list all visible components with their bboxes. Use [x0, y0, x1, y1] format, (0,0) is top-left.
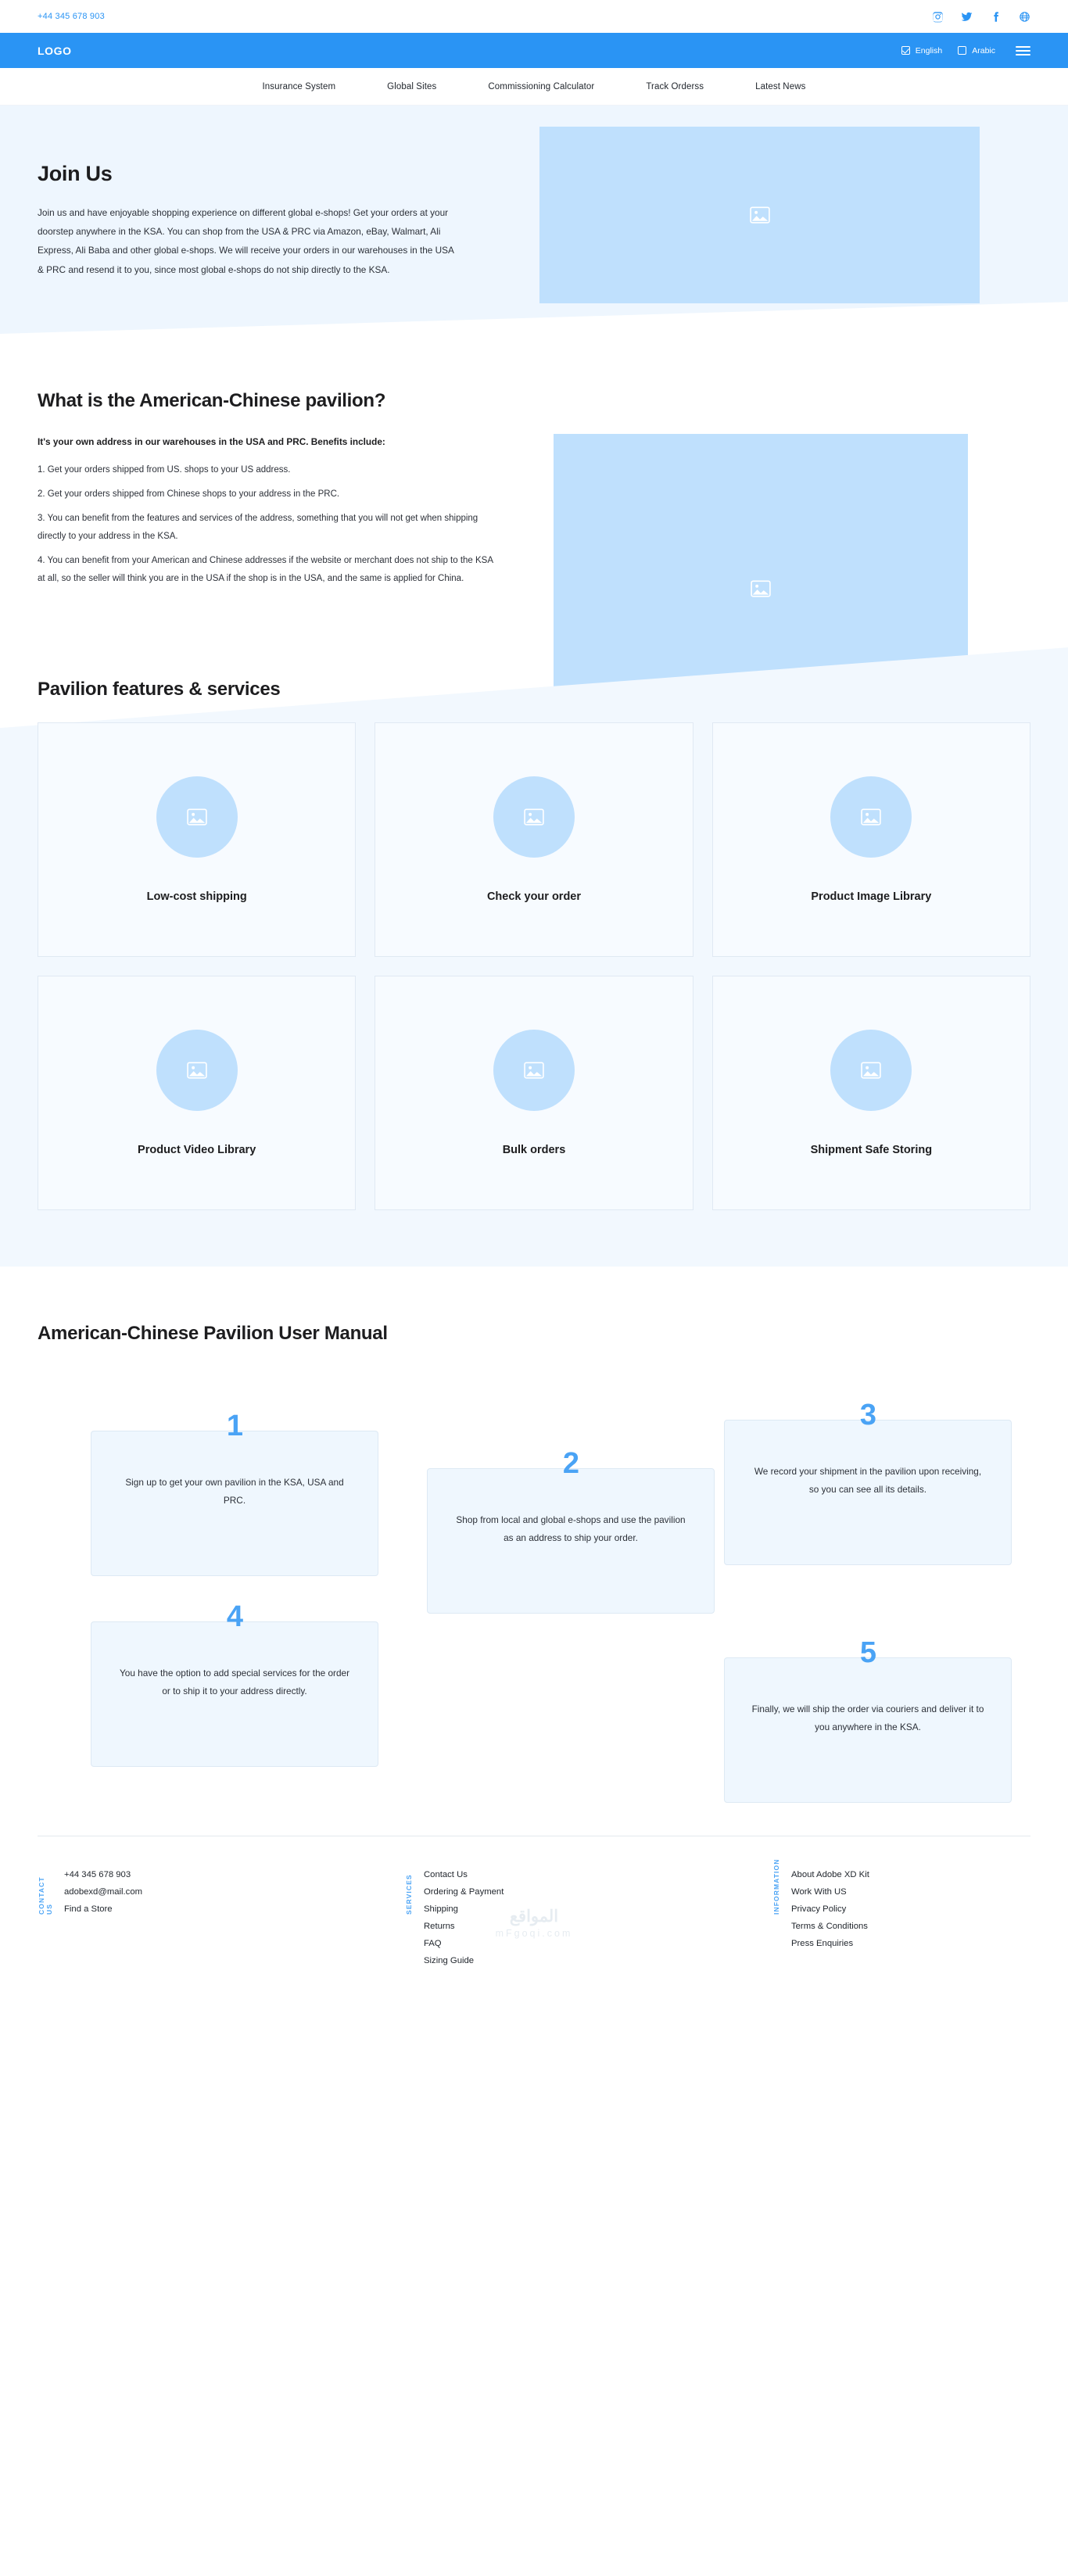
navbar-right [901, 46, 1030, 56]
primary-navbar [0, 33, 1068, 68]
feature-card-low-cost-shipping[interactable] [38, 722, 356, 957]
hero-paragraph: Join us and have enjoyable shopping experience on different global e-shops! Get your orders at your doorstep anywhere in the KSA. You can shop from the USA & PRC via Amazon, eBay, Walmart, Ali Express, Ali Baba and other global e-shops. We will receive your orders in our warehouses in the USA & PRC and resend it to you, since most global e-shops do not ship directly to the KSA. [38, 207, 454, 275]
step-number: 2 [562, 1447, 579, 1481]
manual-steps [38, 1382, 1030, 1733]
twitter-icon[interactable] [961, 11, 973, 23]
feature-label: Product Video Library [138, 1144, 256, 1157]
footer-link-shipping[interactable]: Shipping [424, 1904, 458, 1915]
image-placeholder-icon [751, 580, 771, 597]
secondary-menu [0, 68, 1068, 106]
menu-item-latest-news[interactable]: Latest News [755, 81, 806, 91]
feature-card-bulk-orders[interactable] [375, 976, 693, 1210]
manual-step-5 [724, 1636, 1012, 1803]
footer-link-contact-us[interactable]: Contact Us [424, 1870, 468, 1880]
language-option-english[interactable] [901, 46, 942, 56]
checkbox-arabic[interactable] [958, 46, 966, 55]
feature-icon-circle [156, 1030, 238, 1111]
manual-step-4 [91, 1600, 378, 1767]
language-option-arabic[interactable] [958, 46, 995, 56]
hero-section [0, 106, 1068, 334]
manual-step-3 [724, 1399, 1012, 1565]
menu-item-commissioning-calculator[interactable]: Commissioning Calculator [488, 81, 595, 91]
user-manual-section [0, 1267, 1068, 1742]
step-text: Finally, we will ship the order via couriers and deliver it to you anywhere in the KSA. [751, 1704, 984, 1733]
pavilion-section [0, 334, 1068, 594]
step-number: 5 [859, 1636, 876, 1670]
language-selector [901, 46, 995, 56]
feature-label: Bulk orders [502, 1144, 566, 1157]
footer-links-information [791, 1866, 869, 1969]
step-text: You have the option to add special services for the order or to ship it to your address directly. [119, 1668, 350, 1697]
social-links [932, 11, 1030, 23]
hamburger-menu-icon[interactable] [1016, 46, 1030, 56]
footer-column-information [772, 1858, 869, 1969]
footer-link-about-adobe-xd-kit[interactable]: About Adobe XD Kit [791, 1870, 869, 1880]
image-placeholder-icon [861, 808, 881, 826]
menu-item-insurance-system[interactable]: Insurance System [262, 81, 336, 91]
footer-column-services [405, 1866, 772, 1969]
footer-link-sizing-guide[interactable]: Sizing Guide [424, 1956, 475, 1966]
image-placeholder-icon [524, 1062, 544, 1079]
feature-card-product-video-library[interactable] [38, 976, 356, 1210]
language-label-english: English [915, 45, 943, 56]
pavilion-benefit-4: 4. You can benefit from your American and Chinese addresses if the website or merchant does not ship to the KSA at all, so the seller will think you are in the USA if the shop is in the USA, and the same is applied for China. [38, 556, 493, 583]
pavilion-benefit-1: 1. Get your orders shipped from US. shops to your US address. [38, 464, 291, 475]
pavilion-title: What is the American-Chinese pavilion? [38, 390, 386, 411]
language-label-arabic: Arabic [972, 45, 995, 56]
step-text: We record your shipment in the pavilion upon receiving, so you can see all its details. [754, 1466, 982, 1496]
top-bar [0, 0, 1068, 33]
hero-text-block [38, 106, 475, 334]
manual-step-2 [427, 1447, 715, 1614]
footer-link-find-a-store[interactable]: Find a Store [64, 1904, 113, 1915]
footer-link-faq[interactable]: FAQ [424, 1939, 442, 1949]
feature-icon-circle [830, 1030, 912, 1111]
pavilion-benefit-3: 3. You can benefit from the features and services of the address, something that you will not get when shipping directly to your address in the KSA. [38, 514, 478, 541]
image-placeholder-icon [861, 1062, 881, 1079]
menu-item-track-orders[interactable]: Track Orderss [646, 81, 704, 91]
feature-icon-circle [156, 776, 238, 858]
pavilion-benefit-list [38, 461, 503, 588]
feature-label: Low-cost shipping [146, 890, 247, 904]
manual-step-1 [91, 1410, 378, 1576]
step-text: Sign up to get your own pavilion in the KSA, USA and PRC. [125, 1477, 344, 1507]
feature-card-check-your-order[interactable] [375, 722, 693, 957]
step-text: Shop from local and global e-shops and use the pavilion as an address to ship your order. [456, 1514, 686, 1544]
site-logo[interactable]: LOGO [38, 44, 72, 57]
feature-icon-circle [830, 776, 912, 858]
footer-link-press-enquiries[interactable]: Press Enquiries [791, 1939, 854, 1949]
feature-label: Product Image Library [811, 890, 932, 904]
footer [0, 1836, 1068, 1969]
feature-label: Shipment Safe Storing [810, 1144, 933, 1157]
pavilion-lead: It's your own address in our warehouses in the USA and PRC. Benefits include: [38, 436, 385, 447]
footer-link-work-with-us[interactable]: Work With US [791, 1887, 847, 1897]
globe-icon[interactable] [1019, 11, 1030, 23]
footer-column-label: INFORMATION [772, 1858, 780, 1915]
footer-link-privacy-policy[interactable]: Privacy Policy [791, 1904, 847, 1915]
footer-column-label: SERVICES [405, 1874, 413, 1915]
image-placeholder-icon [750, 206, 770, 224]
image-placeholder-icon [187, 808, 207, 826]
footer-column-contact-us [38, 1866, 405, 1969]
watermark-sub-text: mFgoqi.com [495, 1928, 573, 1940]
instagram-icon[interactable] [932, 11, 944, 23]
footer-links-contact [64, 1866, 142, 1969]
feature-label: Check your order [486, 890, 582, 904]
menu-item-global-sites[interactable]: Global Sites [387, 81, 437, 91]
feature-card-shipment-safe-storing[interactable] [712, 976, 1030, 1210]
hero-title: Join Us [38, 162, 113, 185]
footer-column-label: CONTACT US [38, 1876, 53, 1915]
hero-image-placeholder [539, 127, 980, 303]
pavilion-benefit-2: 2. Get your orders shipped from Chinese shops to your address in the PRC. [38, 489, 340, 500]
watermark-main-text: المواقع [509, 1908, 559, 1926]
feature-icon-circle [493, 776, 575, 858]
feature-icon-circle [493, 1030, 575, 1111]
footer-links-services [424, 1866, 504, 1969]
footer-link-ordering-payment[interactable]: Ordering & Payment [424, 1887, 504, 1897]
manual-title: American-Chinese Pavilion User Manual [38, 1323, 388, 1345]
features-grid [38, 722, 1030, 1210]
step-number: 1 [226, 1410, 243, 1443]
feature-card-product-image-library[interactable] [712, 722, 1030, 957]
pavilion-text-block [38, 434, 503, 594]
topbar-phone[interactable]: +44 345 678 903 [38, 12, 105, 21]
footer-link-email[interactable]: adobexd@mail.com [64, 1887, 143, 1897]
step-number: 3 [859, 1399, 876, 1432]
image-placeholder-icon [187, 1062, 207, 1079]
footer-link-returns[interactable]: Returns [424, 1922, 455, 1932]
features-section [0, 647, 1068, 1267]
facebook-icon[interactable] [990, 11, 1002, 23]
checkbox-english[interactable] [901, 46, 910, 55]
step-number: 4 [226, 1600, 243, 1634]
footer-link-phone[interactable]: +44 345 678 903 [64, 1870, 131, 1880]
footer-link-terms-conditions[interactable]: Terms & Conditions [791, 1922, 868, 1932]
features-title: Pavilion features & services [38, 679, 281, 700]
image-placeholder-icon [524, 808, 544, 826]
